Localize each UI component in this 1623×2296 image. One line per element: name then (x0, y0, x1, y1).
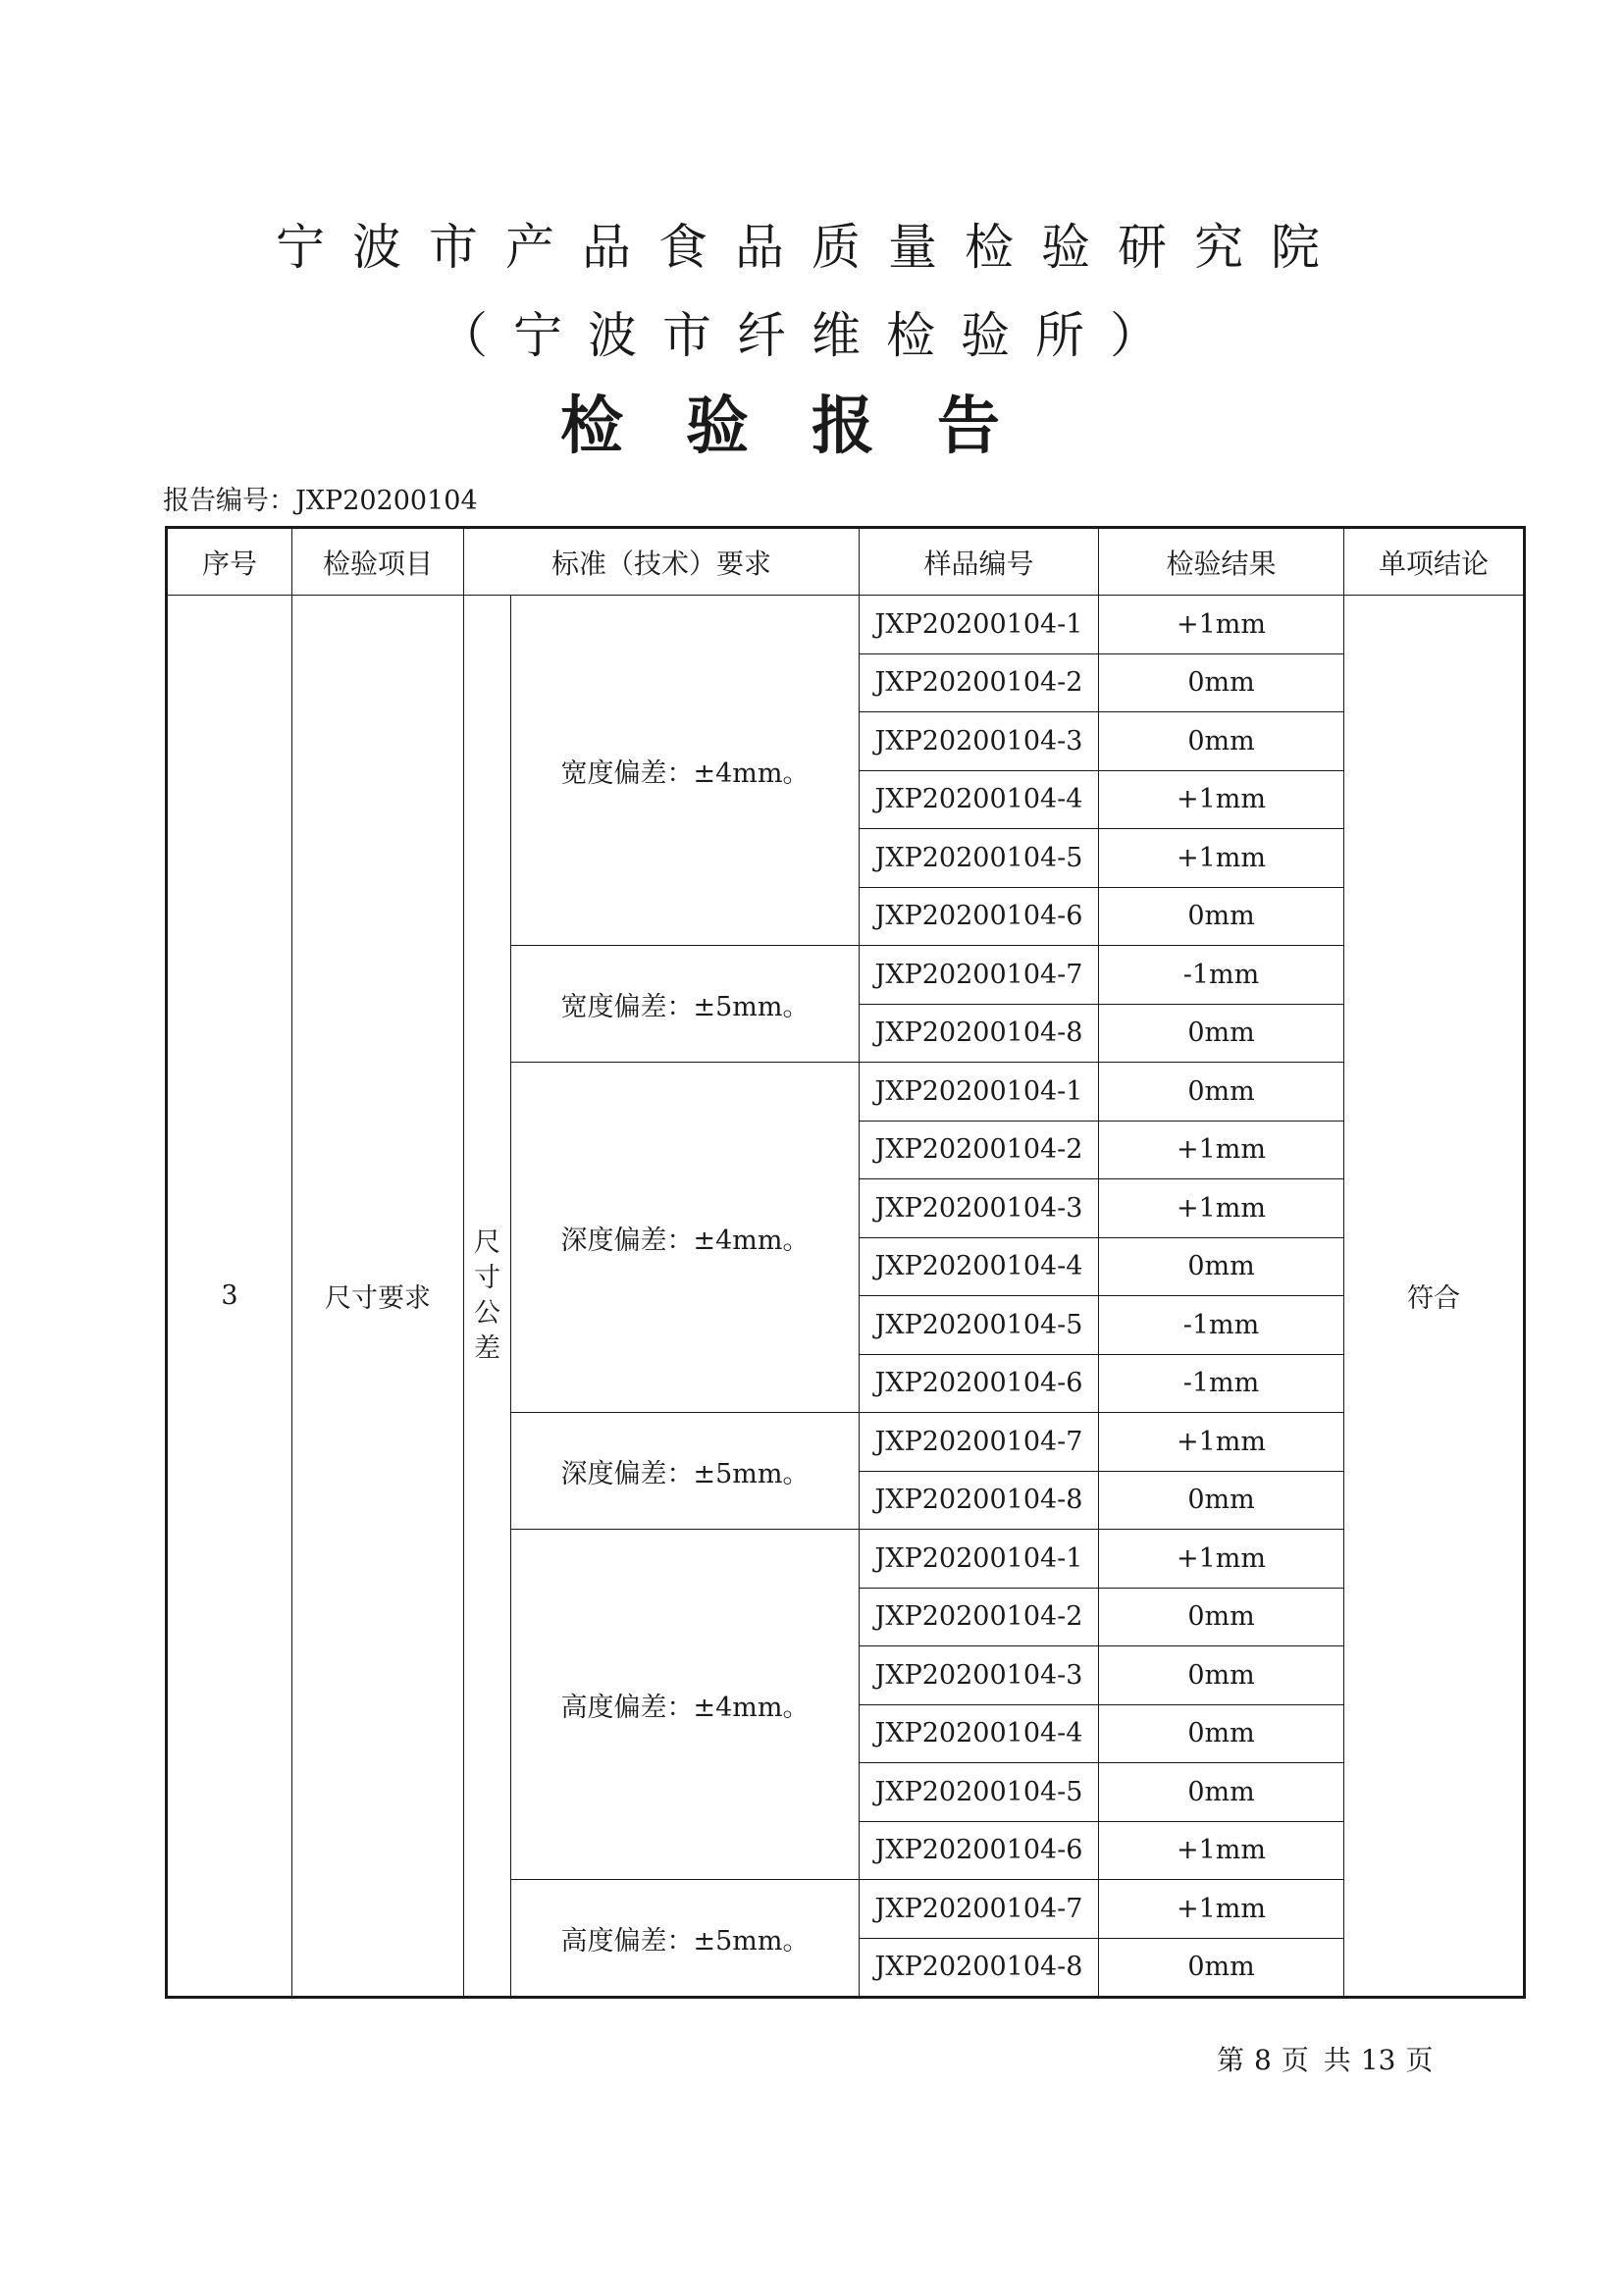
requirement-cell: 宽度偏差：±5mm。 (511, 946, 860, 1063)
org-name: 宁波市产品食品质量检验研究院 (276, 219, 1347, 276)
header-seq: 序号 (167, 528, 292, 596)
sample-cell: JXP20200104-4 (860, 1237, 1099, 1296)
header-conclusion: 单项结论 (1344, 528, 1525, 596)
result-cell: 0mm (1099, 1063, 1344, 1122)
sample-cell: JXP20200104-8 (860, 1004, 1099, 1063)
result-cell: 0mm (1099, 1763, 1344, 1822)
requirement-cell: 宽度偏差：±4mm。 (511, 596, 860, 946)
report-number-label: 报告编号： (163, 486, 295, 516)
requirement-cell: 高度偏差：±4mm。 (511, 1530, 860, 1880)
result-cell: 0mm (1099, 1237, 1344, 1296)
conclusion-cell: 符合 (1344, 596, 1525, 1998)
result-cell: 0mm (1099, 712, 1344, 771)
sample-cell: JXP20200104-2 (860, 653, 1099, 712)
page-mid: 页 共 (1281, 2044, 1351, 2076)
requirement-cell: 深度偏差：±5mm。 (511, 1413, 860, 1530)
result-cell: -1mm (1099, 1296, 1344, 1355)
result-cell: +1mm (1099, 1821, 1344, 1880)
page-total: 13 (1360, 2044, 1396, 2076)
doc-title: 检验报告 (560, 390, 1063, 463)
result-cell: 0mm (1099, 653, 1344, 712)
result-cell: 0mm (1099, 1588, 1344, 1646)
result-cell: +1mm (1099, 1413, 1344, 1472)
sample-cell: JXP20200104-6 (860, 1821, 1099, 1880)
requirement-cell: 高度偏差：±5mm。 (511, 1880, 860, 1998)
result-cell: +1mm (1099, 1179, 1344, 1238)
sample-cell: JXP20200104-5 (860, 1763, 1099, 1822)
sample-cell: JXP20200104-6 (860, 1354, 1099, 1413)
org-alias: （宁波市纤维检验所） (439, 307, 1184, 364)
sample-cell: JXP20200104-6 (860, 887, 1099, 946)
category-char: 公 (474, 1297, 500, 1329)
sample-cell: JXP20200104-7 (860, 1413, 1099, 1472)
result-cell: -1mm (1099, 946, 1344, 1005)
header-requirement: 标准（技术）要求 (464, 528, 860, 596)
category-char: 尺 (474, 1226, 500, 1258)
sample-cell: JXP20200104-1 (860, 596, 1099, 654)
category-cell (464, 596, 511, 1998)
header-result: 检验结果 (1099, 528, 1344, 596)
sample-cell: JXP20200104-8 (860, 1938, 1099, 1998)
result-cell: 0mm (1099, 1646, 1344, 1705)
requirement-cell: 深度偏差：±4mm。 (511, 1063, 860, 1413)
sample-cell: JXP20200104-3 (860, 1179, 1099, 1238)
report-number-value: JXP20200104 (295, 486, 478, 516)
result-cell: 0mm (1099, 1004, 1344, 1063)
result-cell: +1mm (1099, 1121, 1344, 1179)
sample-cell: JXP20200104-3 (860, 712, 1099, 771)
sample-cell: JXP20200104-8 (860, 1471, 1099, 1530)
report-number (163, 485, 478, 518)
category-char: 差 (474, 1332, 500, 1364)
sample-cell: JXP20200104-2 (860, 1121, 1099, 1179)
result-cell: +1mm (1099, 1530, 1344, 1589)
table-body (167, 596, 1525, 1998)
sample-cell: JXP20200104-5 (860, 1296, 1099, 1355)
result-cell: 0mm (1099, 1704, 1344, 1763)
sample-cell: JXP20200104-4 (860, 770, 1099, 829)
sample-cell: JXP20200104-4 (860, 1704, 1099, 1763)
result-cell: +1mm (1099, 770, 1344, 829)
inspection-table (165, 526, 1526, 1999)
sample-cell: JXP20200104-1 (860, 1063, 1099, 1122)
result-cell: 0mm (1099, 1938, 1344, 1998)
result-cell: +1mm (1099, 1880, 1344, 1939)
item-cell: 尺寸要求 (292, 596, 464, 1998)
seq-cell: 3 (167, 596, 292, 1998)
result-cell: -1mm (1099, 1354, 1344, 1413)
sample-cell: JXP20200104-5 (860, 829, 1099, 888)
page-prefix: 第 (1217, 2044, 1245, 2076)
result-cell: 0mm (1099, 887, 1344, 946)
sample-cell: JXP20200104-3 (860, 1646, 1099, 1705)
category-char: 寸 (474, 1262, 500, 1293)
header-item: 检验项目 (292, 528, 464, 596)
sample-cell: JXP20200104-1 (860, 1530, 1099, 1589)
page-current: 8 (1254, 2044, 1272, 2076)
sample-cell: JXP20200104-7 (860, 946, 1099, 1005)
sample-cell: JXP20200104-7 (860, 1880, 1099, 1939)
table-row (167, 596, 1525, 654)
header-sample: 样品编号 (860, 528, 1099, 596)
result-cell: +1mm (1099, 596, 1344, 654)
result-cell: 0mm (1099, 1471, 1344, 1530)
sample-cell: JXP20200104-2 (860, 1588, 1099, 1646)
result-cell: +1mm (1099, 829, 1344, 888)
page-footer (1217, 2043, 1442, 2078)
page-suffix: 页 (1405, 2044, 1434, 2076)
table-header-row (167, 528, 1525, 596)
